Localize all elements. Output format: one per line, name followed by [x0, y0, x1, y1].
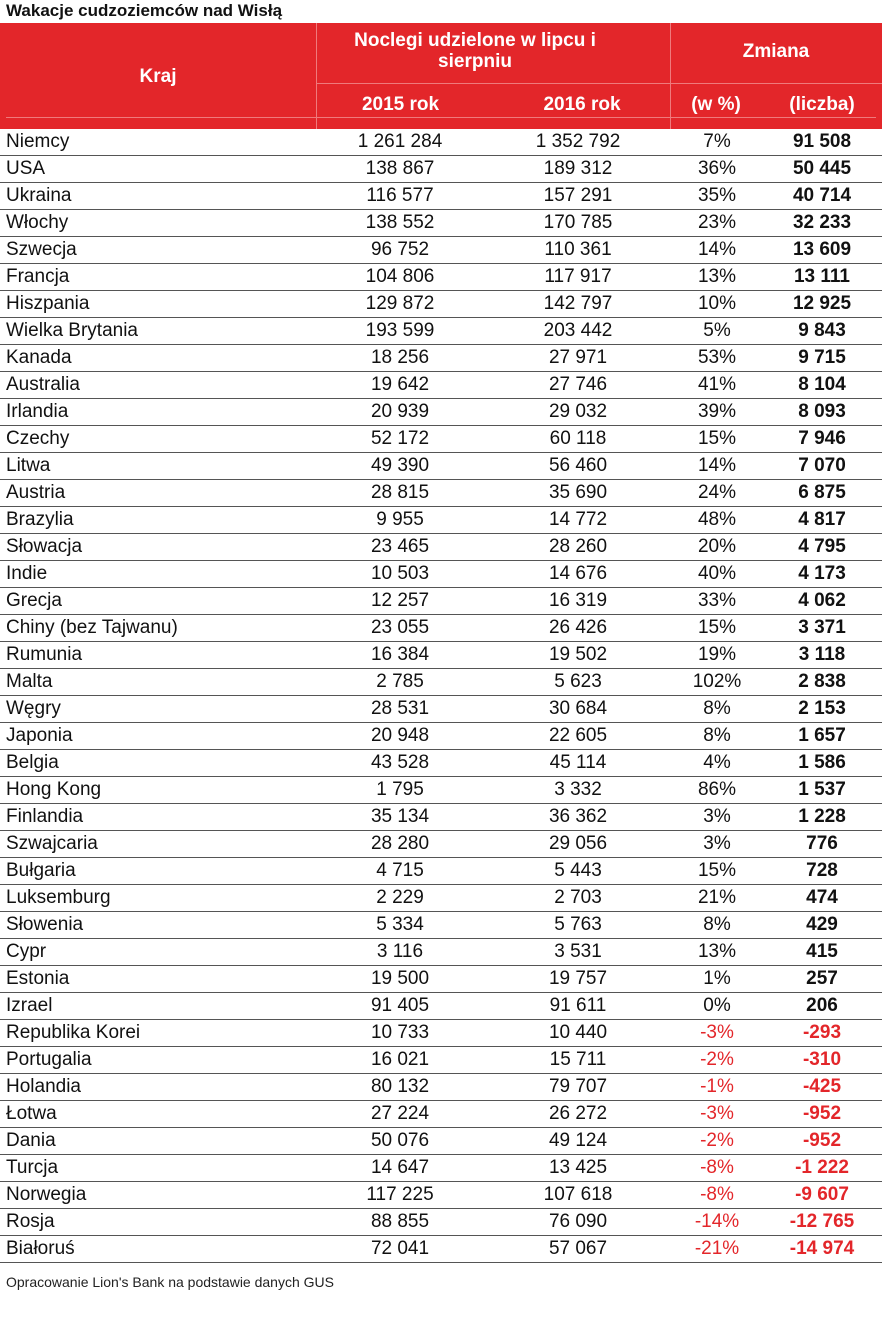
cell-country: Hong Kong: [0, 777, 316, 804]
cell-2015: 28 815: [316, 480, 484, 507]
cell-change-pct: 102%: [672, 669, 762, 696]
cell-change-pct: 23%: [672, 210, 762, 237]
table-row: [0, 291, 882, 318]
cell-2016: 15 711: [484, 1047, 672, 1074]
header-pct: (w %): [691, 93, 741, 115]
cell-change-pct: 10%: [672, 291, 762, 318]
cell-change-count: 13 609: [762, 237, 882, 264]
cell-change-count: -9 607: [762, 1182, 882, 1209]
cell-2015: 23 465: [316, 534, 484, 561]
cell-change-count: 206: [762, 993, 882, 1020]
cell-change-pct: 5%: [672, 318, 762, 345]
header-kraj: Kraj: [139, 65, 177, 87]
cell-2016: 5 443: [484, 858, 672, 885]
table-row: [0, 723, 882, 750]
cell-country: Austria: [0, 480, 316, 507]
cell-country: Hiszpania: [0, 291, 316, 318]
table-row: [0, 345, 882, 372]
cell-change-count: 728: [762, 858, 882, 885]
table-row: [0, 453, 882, 480]
cell-2015: 80 132: [316, 1074, 484, 1101]
cell-change-pct: -8%: [672, 1182, 762, 1209]
cell-2015: 1 261 284: [316, 129, 484, 156]
cell-country: Australia: [0, 372, 316, 399]
cell-2015: 104 806: [316, 264, 484, 291]
cell-2015: 9 955: [316, 507, 484, 534]
cell-change-pct: 14%: [672, 453, 762, 480]
cell-2016: 91 611: [484, 993, 672, 1020]
header-liczba: (liczba): [789, 93, 855, 115]
cell-change-count: 4 795: [762, 534, 882, 561]
cell-2016: 30 684: [484, 696, 672, 723]
cell-2015: 3 116: [316, 939, 484, 966]
cell-2016: 19 757: [484, 966, 672, 993]
table-row: [0, 264, 882, 291]
cell-change-pct: 53%: [672, 345, 762, 372]
table-row: [0, 858, 882, 885]
cell-2016: 1 352 792: [484, 129, 672, 156]
cell-change-count: 4 173: [762, 561, 882, 588]
cell-country: Francja: [0, 264, 316, 291]
cell-2016: 203 442: [484, 318, 672, 345]
data-table: [0, 129, 882, 1263]
table-row: [0, 588, 882, 615]
cell-2016: 170 785: [484, 210, 672, 237]
cell-change-pct: -21%: [672, 1236, 762, 1263]
cell-2015: 91 405: [316, 993, 484, 1020]
cell-change-pct: 35%: [672, 183, 762, 210]
cell-2016: 14 772: [484, 507, 672, 534]
cell-2015: 117 225: [316, 1182, 484, 1209]
cell-2016: 3 531: [484, 939, 672, 966]
table-row: [0, 1047, 882, 1074]
cell-country: Estonia: [0, 966, 316, 993]
cell-2015: 16 021: [316, 1047, 484, 1074]
cell-country: Japonia: [0, 723, 316, 750]
table-row: [0, 777, 882, 804]
table-row: [0, 183, 882, 210]
cell-2015: 14 647: [316, 1155, 484, 1182]
cell-country: Chiny (bez Tajwanu): [0, 615, 316, 642]
table-row: [0, 966, 882, 993]
cell-2016: 3 332: [484, 777, 672, 804]
cell-change-pct: 7%: [672, 129, 762, 156]
cell-change-count: 474: [762, 885, 882, 912]
table-row: [0, 939, 882, 966]
cell-change-count: 429: [762, 912, 882, 939]
table-row: [0, 669, 882, 696]
cell-change-pct: -14%: [672, 1209, 762, 1236]
cell-country: Białoruś: [0, 1236, 316, 1263]
cell-change-count: -14 974: [762, 1236, 882, 1263]
cell-change-pct: 21%: [672, 885, 762, 912]
cell-change-count: -12 765: [762, 1209, 882, 1236]
cell-2016: 10 440: [484, 1020, 672, 1047]
header-divider: [316, 83, 882, 84]
cell-change-count: 8 093: [762, 399, 882, 426]
cell-2015: 27 224: [316, 1101, 484, 1128]
cell-country: Rosja: [0, 1209, 316, 1236]
cell-change-count: 4 062: [762, 588, 882, 615]
cell-country: Czechy: [0, 426, 316, 453]
cell-country: Republika Korei: [0, 1020, 316, 1047]
header-noclegi: Noclegi udzielone w lipcu i sierpniu: [354, 30, 596, 72]
cell-2016: 142 797: [484, 291, 672, 318]
cell-change-count: 4 817: [762, 507, 882, 534]
cell-country: Grecja: [0, 588, 316, 615]
cell-2015: 20 939: [316, 399, 484, 426]
cell-2015: 16 384: [316, 642, 484, 669]
cell-change-count: 257: [762, 966, 882, 993]
cell-change-count: -310: [762, 1047, 882, 1074]
cell-2015: 5 334: [316, 912, 484, 939]
cell-2016: 35 690: [484, 480, 672, 507]
cell-change-pct: 13%: [672, 264, 762, 291]
cell-2016: 2 703: [484, 885, 672, 912]
cell-change-pct: 1%: [672, 966, 762, 993]
cell-change-pct: 33%: [672, 588, 762, 615]
cell-country: Włochy: [0, 210, 316, 237]
cell-change-count: 50 445: [762, 156, 882, 183]
cell-change-pct: 8%: [672, 696, 762, 723]
table-row: [0, 399, 882, 426]
cell-country: Bułgaria: [0, 858, 316, 885]
cell-change-pct: 15%: [672, 858, 762, 885]
cell-change-pct: 19%: [672, 642, 762, 669]
header-zmiana: Zmiana: [742, 40, 810, 62]
cell-country: Rumunia: [0, 642, 316, 669]
table-row: [0, 507, 882, 534]
cell-2015: 28 280: [316, 831, 484, 858]
cell-country: USA: [0, 156, 316, 183]
cell-2016: 107 618: [484, 1182, 672, 1209]
cell-change-count: -952: [762, 1101, 882, 1128]
cell-change-count: 13 111: [762, 264, 882, 291]
cell-2016: 76 090: [484, 1209, 672, 1236]
cell-change-pct: -2%: [672, 1128, 762, 1155]
table-row: [0, 1074, 882, 1101]
cell-2016: 27 971: [484, 345, 672, 372]
cell-country: Luksemburg: [0, 885, 316, 912]
cell-country: Norwegia: [0, 1182, 316, 1209]
cell-2015: 10 503: [316, 561, 484, 588]
cell-2015: 72 041: [316, 1236, 484, 1263]
cell-change-pct: 8%: [672, 723, 762, 750]
cell-change-pct: 48%: [672, 507, 762, 534]
cell-change-pct: 40%: [672, 561, 762, 588]
cell-change-pct: 15%: [672, 426, 762, 453]
cell-change-count: 1 657: [762, 723, 882, 750]
cell-2016: 79 707: [484, 1074, 672, 1101]
cell-change-count: 1 537: [762, 777, 882, 804]
cell-country: Szwecja: [0, 237, 316, 264]
cell-country: Szwajcaria: [0, 831, 316, 858]
header-divider: [316, 23, 317, 129]
cell-change-count: 3 118: [762, 642, 882, 669]
cell-country: Kanada: [0, 345, 316, 372]
cell-2016: 29 056: [484, 831, 672, 858]
cell-change-count: 7 070: [762, 453, 882, 480]
cell-change-count: -952: [762, 1128, 882, 1155]
cell-2016: 5 763: [484, 912, 672, 939]
cell-2015: 18 256: [316, 345, 484, 372]
source-note: Opracowanie Lion's Bank na podstawie danych GUS: [6, 1274, 334, 1290]
cell-change-count: -293: [762, 1020, 882, 1047]
cell-2016: 49 124: [484, 1128, 672, 1155]
cell-change-pct: 3%: [672, 831, 762, 858]
cell-change-pct: 13%: [672, 939, 762, 966]
cell-country: Holandia: [0, 1074, 316, 1101]
cell-change-pct: 41%: [672, 372, 762, 399]
table-row: [0, 993, 882, 1020]
cell-change-count: 32 233: [762, 210, 882, 237]
cell-2015: 49 390: [316, 453, 484, 480]
cell-change-pct: 15%: [672, 615, 762, 642]
cell-2016: 14 676: [484, 561, 672, 588]
cell-2015: 1 795: [316, 777, 484, 804]
table-row: [0, 156, 882, 183]
cell-2016: 57 067: [484, 1236, 672, 1263]
table-row: [0, 534, 882, 561]
table-row: [0, 426, 882, 453]
cell-change-count: 12 925: [762, 291, 882, 318]
cell-change-count: 91 508: [762, 129, 882, 156]
cell-2015: 12 257: [316, 588, 484, 615]
table-row: [0, 318, 882, 345]
cell-change-pct: 8%: [672, 912, 762, 939]
cell-country: Portugalia: [0, 1047, 316, 1074]
cell-country: Słowenia: [0, 912, 316, 939]
cell-country: Belgia: [0, 750, 316, 777]
table-row: [0, 642, 882, 669]
cell-change-count: 776: [762, 831, 882, 858]
table-row: [0, 912, 882, 939]
cell-2016: 13 425: [484, 1155, 672, 1182]
cell-change-count: 7 946: [762, 426, 882, 453]
header-divider: [670, 23, 671, 129]
table-row: [0, 1155, 882, 1182]
cell-2015: 2 785: [316, 669, 484, 696]
cell-2015: 10 733: [316, 1020, 484, 1047]
cell-2016: 5 623: [484, 669, 672, 696]
header-2015: 2015 rok: [361, 93, 440, 115]
cell-country: Litwa: [0, 453, 316, 480]
cell-change-count: 3 371: [762, 615, 882, 642]
cell-2015: 138 552: [316, 210, 484, 237]
cell-change-count: -425: [762, 1074, 882, 1101]
header-2016: 2016 rok: [543, 93, 621, 115]
cell-change-count: 1 228: [762, 804, 882, 831]
cell-2016: 110 361: [484, 237, 672, 264]
cell-change-count: 9 715: [762, 345, 882, 372]
cell-country: Słowacja: [0, 534, 316, 561]
cell-change-count: 9 843: [762, 318, 882, 345]
table-row: [0, 480, 882, 507]
cell-2016: 36 362: [484, 804, 672, 831]
page-title: Wakacje cudzoziemców nad Wisłą: [6, 1, 283, 20]
cell-2016: 56 460: [484, 453, 672, 480]
cell-2016: 157 291: [484, 183, 672, 210]
cell-change-count: 8 104: [762, 372, 882, 399]
cell-2016: 16 319: [484, 588, 672, 615]
table-row: [0, 1101, 882, 1128]
cell-change-count: -1 222: [762, 1155, 882, 1182]
table-row: [0, 1236, 882, 1263]
cell-2015: 129 872: [316, 291, 484, 318]
cell-change-count: 40 714: [762, 183, 882, 210]
table-row: [0, 210, 882, 237]
cell-2016: 28 260: [484, 534, 672, 561]
cell-2016: 189 312: [484, 156, 672, 183]
cell-change-pct: 86%: [672, 777, 762, 804]
cell-country: Indie: [0, 561, 316, 588]
cell-2016: 26 272: [484, 1101, 672, 1128]
cell-2016: 19 502: [484, 642, 672, 669]
cell-2016: 45 114: [484, 750, 672, 777]
cell-change-pct: -1%: [672, 1074, 762, 1101]
table-row: [0, 615, 882, 642]
table-row: [0, 237, 882, 264]
cell-change-count: 415: [762, 939, 882, 966]
table-row: [0, 372, 882, 399]
cell-country: Dania: [0, 1128, 316, 1155]
cell-country: Węgry: [0, 696, 316, 723]
cell-country: Finlandia: [0, 804, 316, 831]
table-row: [0, 1128, 882, 1155]
cell-2015: 2 229: [316, 885, 484, 912]
table-row: [0, 885, 882, 912]
cell-2015: 19 642: [316, 372, 484, 399]
cell-change-pct: 14%: [672, 237, 762, 264]
cell-2015: 23 055: [316, 615, 484, 642]
cell-change-count: 1 586: [762, 750, 882, 777]
cell-2015: 43 528: [316, 750, 484, 777]
cell-2016: 60 118: [484, 426, 672, 453]
cell-2015: 28 531: [316, 696, 484, 723]
cell-change-count: 2 838: [762, 669, 882, 696]
cell-2016: 26 426: [484, 615, 672, 642]
cell-country: Niemcy: [0, 129, 316, 156]
cell-2015: 52 172: [316, 426, 484, 453]
table-row: [0, 1209, 882, 1236]
cell-2015: 116 577: [316, 183, 484, 210]
cell-country: Wielka Brytania: [0, 318, 316, 345]
cell-country: Malta: [0, 669, 316, 696]
cell-change-count: 2 153: [762, 696, 882, 723]
cell-2015: 88 855: [316, 1209, 484, 1236]
cell-change-pct: 4%: [672, 750, 762, 777]
header-divider: [6, 117, 876, 118]
cell-change-pct: 39%: [672, 399, 762, 426]
cell-2015: 20 948: [316, 723, 484, 750]
cell-country: Ukraina: [0, 183, 316, 210]
table-row: [0, 1020, 882, 1047]
cell-2015: 35 134: [316, 804, 484, 831]
cell-change-pct: -3%: [672, 1020, 762, 1047]
cell-2015: 4 715: [316, 858, 484, 885]
cell-change-pct: 0%: [672, 993, 762, 1020]
table-row: [0, 750, 882, 777]
cell-change-pct: -8%: [672, 1155, 762, 1182]
table-row: [0, 804, 882, 831]
cell-2015: 138 867: [316, 156, 484, 183]
cell-country: Irlandia: [0, 399, 316, 426]
cell-change-pct: -3%: [672, 1101, 762, 1128]
cell-2016: 22 605: [484, 723, 672, 750]
cell-2016: 117 917: [484, 264, 672, 291]
cell-country: Cypr: [0, 939, 316, 966]
cell-2015: 96 752: [316, 237, 484, 264]
cell-change-pct: 24%: [672, 480, 762, 507]
cell-country: Izrael: [0, 993, 316, 1020]
table-row: [0, 129, 882, 156]
cell-2015: 50 076: [316, 1128, 484, 1155]
table-row: [0, 1182, 882, 1209]
cell-2016: 27 746: [484, 372, 672, 399]
cell-change-pct: 20%: [672, 534, 762, 561]
cell-country: Łotwa: [0, 1101, 316, 1128]
cell-change-pct: 36%: [672, 156, 762, 183]
table-header: [0, 23, 882, 129]
cell-country: Turcja: [0, 1155, 316, 1182]
cell-2015: 19 500: [316, 966, 484, 993]
table-row: [0, 561, 882, 588]
cell-country: Brazylia: [0, 507, 316, 534]
table-row: [0, 696, 882, 723]
cell-change-pct: 3%: [672, 804, 762, 831]
cell-2016: 29 032: [484, 399, 672, 426]
cell-change-pct: -2%: [672, 1047, 762, 1074]
table-row: [0, 831, 882, 858]
cell-2015: 193 599: [316, 318, 484, 345]
cell-change-count: 6 875: [762, 480, 882, 507]
